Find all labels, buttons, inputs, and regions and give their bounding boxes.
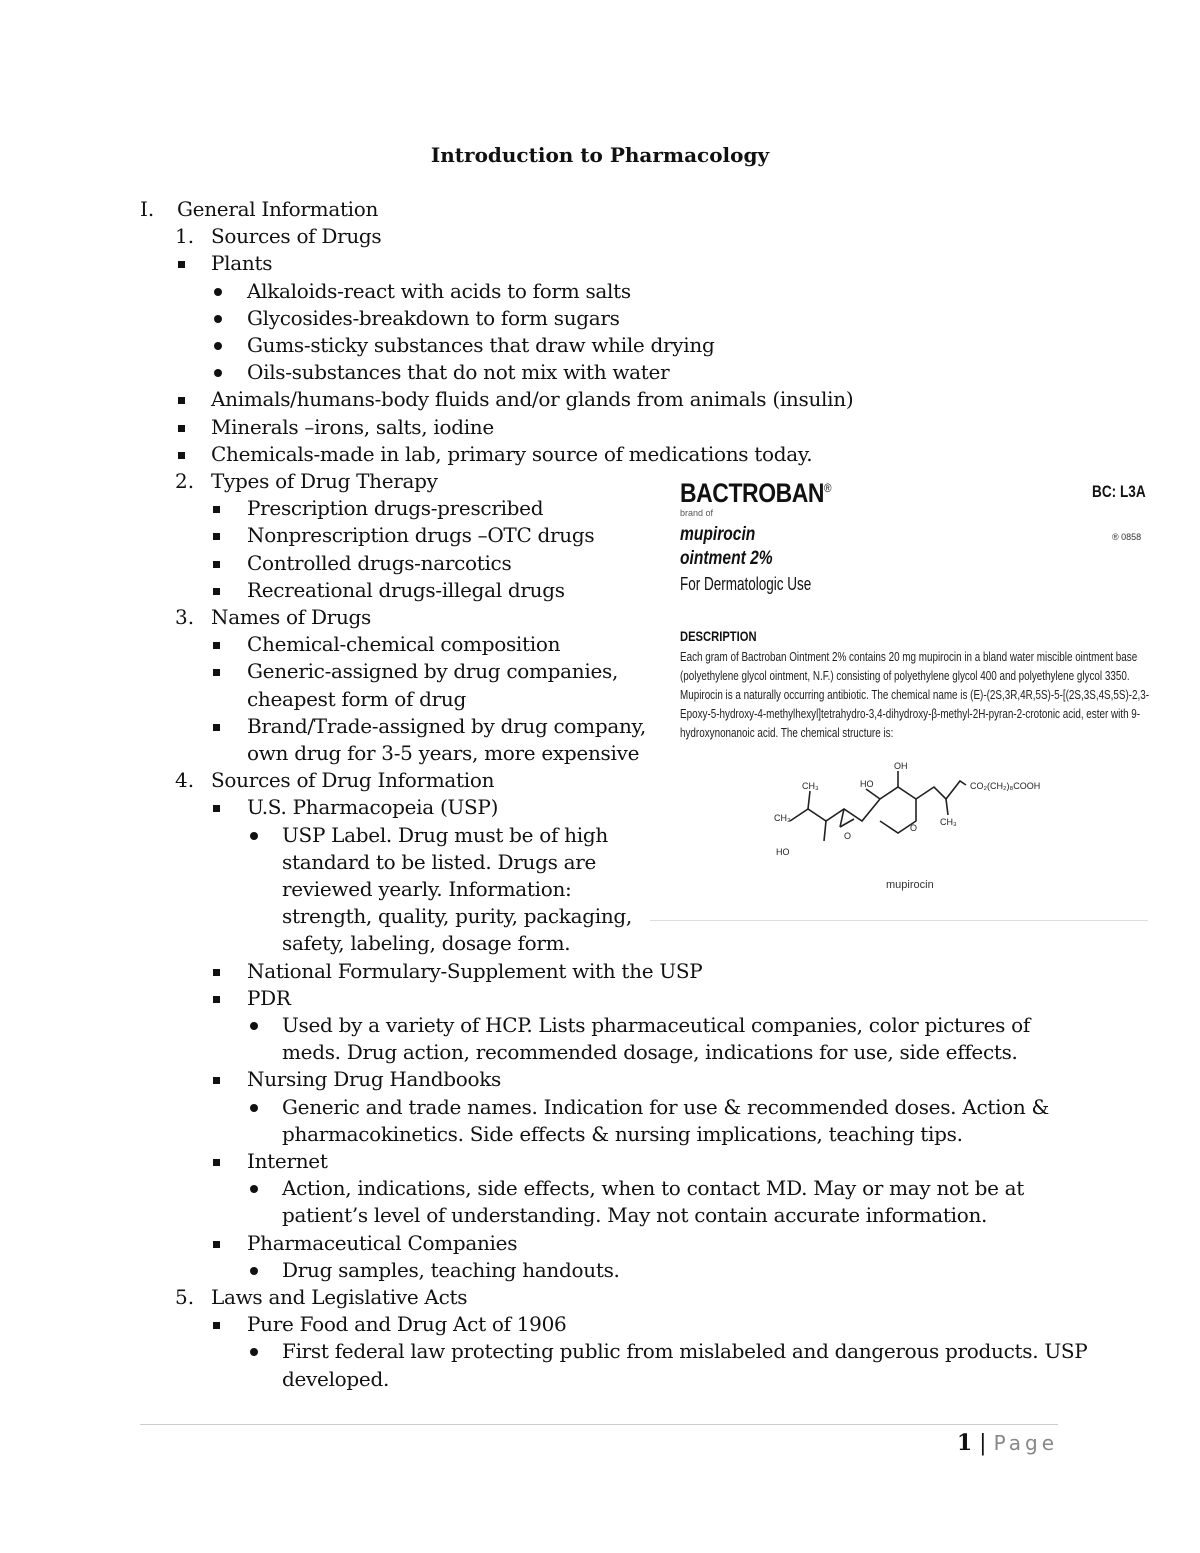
outline-item-text: Controlled drugs-narcotics xyxy=(247,550,512,575)
outline-item-text: reviewed yearly. Information: xyxy=(282,877,572,901)
outline-item-text: Pharmaceutical Companies xyxy=(247,1230,518,1255)
outline-item-text: standard to be listed. Drugs are xyxy=(282,849,597,874)
square-bullet-icon xyxy=(213,996,220,1003)
square-bullet-icon xyxy=(213,724,220,731)
outline-item-text: Pure Food and Drug Act of 1906 xyxy=(247,1312,567,1337)
outline-item-text: USP Label. Drug must be of high xyxy=(282,822,608,847)
label-brand-of: brand of xyxy=(680,508,714,518)
square-bullet-icon xyxy=(213,642,220,649)
square-bullet-icon xyxy=(213,533,220,540)
outline-marker: 5. xyxy=(175,1285,195,1309)
outline-item-text: Chemical-chemical composition xyxy=(247,632,561,657)
round-bullet-icon xyxy=(214,315,222,323)
outline-item-text: Types of Drug Therapy xyxy=(211,469,438,493)
struct-label-oh: OH xyxy=(894,761,908,771)
square-bullet-icon xyxy=(213,588,220,595)
outline-item-text: Oils-substances that do not mix with water xyxy=(247,360,670,385)
square-bullet-icon xyxy=(213,561,220,568)
square-bullet-icon xyxy=(213,1322,220,1329)
square-bullet-icon xyxy=(178,397,185,404)
label-brand-text: BACTROBAN xyxy=(680,478,825,508)
outline-item-text: Sources of Drugs xyxy=(211,224,382,249)
page-title: Introduction to Pharmacology xyxy=(430,143,770,167)
outline-marker: I. xyxy=(140,197,155,221)
struct-label-ho: HO xyxy=(860,779,874,789)
outline-item-text: Used by a variety of HCP. Lists pharmaceutical companies, color pictures of xyxy=(282,1013,1031,1037)
outline-marker: 3. xyxy=(175,605,195,629)
page-separator: | xyxy=(979,1431,987,1456)
outline-item-text: Minerals –irons, salts, iodine xyxy=(211,414,494,439)
bactroban-label-image xyxy=(650,474,1148,921)
struct-label-o1: O xyxy=(910,823,918,833)
round-bullet-icon xyxy=(214,288,222,296)
outline-item-text: patient’s level of understanding. May not contain accurate information. xyxy=(282,1203,988,1228)
outline-marker: 4. xyxy=(175,768,195,793)
outline-item-text: Prescription drugs-prescribed xyxy=(247,496,544,521)
square-bullet-icon xyxy=(213,1077,220,1084)
outline-item-text: Drug samples, teaching handouts. xyxy=(282,1257,620,1282)
chemical-structure-diagram xyxy=(770,759,1050,879)
square-bullet-icon xyxy=(213,1241,220,1248)
outline-item-text: General Information xyxy=(177,197,379,221)
square-bullet-icon xyxy=(213,1159,220,1166)
footer-rule xyxy=(140,1424,1058,1425)
round-bullet-icon xyxy=(250,1022,258,1030)
outline-item-text: pharmacokinetics. Side effects & nursing implications, teaching tips. xyxy=(282,1121,963,1146)
square-bullet-icon xyxy=(213,669,220,676)
square-bullet-icon xyxy=(178,261,185,268)
outline-item-text: Generic-assigned by drug companies, xyxy=(247,659,619,684)
outline-item-text: Gums-sticky substances that draw while drying xyxy=(247,333,715,357)
round-bullet-icon xyxy=(250,1267,258,1275)
outline-item-text: Plants xyxy=(211,251,273,276)
square-bullet-icon xyxy=(213,805,220,812)
page-number: 1 xyxy=(956,1430,973,1456)
outline-item-text: Recreational drugs-illegal drugs xyxy=(247,577,565,602)
square-bullet-icon xyxy=(213,969,220,976)
struct-label-ho2: HO xyxy=(776,847,790,857)
outline-item-text: Brand/Trade-assigned by drug company, xyxy=(247,713,646,738)
label-code: BC: L3A xyxy=(1092,482,1146,501)
outline-item-text: Internet xyxy=(247,1149,328,1173)
page-footer xyxy=(957,1430,1058,1456)
outline-item-text: Names of Drugs xyxy=(211,605,371,629)
round-bullet-icon xyxy=(250,1348,258,1356)
square-bullet-icon xyxy=(178,425,185,432)
label-generic-name: mupirocin xyxy=(680,524,756,545)
struct-label-ch3-b: CH₃ xyxy=(774,813,791,823)
struct-label-ch3-c: CH₃ xyxy=(940,817,957,827)
label-description-heading: DESCRIPTION xyxy=(680,628,757,644)
square-bullet-icon xyxy=(213,506,220,513)
label-reg-mark: ® xyxy=(824,481,832,495)
label-structure-caption: mupirocin xyxy=(886,879,934,891)
round-bullet-icon xyxy=(214,342,222,350)
outline-item-text: safety, labeling, dosage form. xyxy=(282,931,571,956)
struct-label-acid: CO₂(CH₂)₈COOH xyxy=(970,781,1041,791)
label-use: For Dermatologic Use xyxy=(680,574,812,594)
outline-item-text: strength, quality, purity, packaging, xyxy=(282,904,632,929)
outline-item-text: Glycosides-breakdown to form sugars xyxy=(247,305,620,330)
label-number: ® 0858 xyxy=(1112,532,1142,542)
outline-item-text: Sources of Drug Information xyxy=(211,768,495,793)
label-strength: ointment 2% xyxy=(680,548,773,569)
outline-item-text: PDR xyxy=(247,985,291,1010)
square-bullet-icon xyxy=(178,452,185,459)
outline-marker: 2. xyxy=(175,469,195,493)
outline-item-text: U.S. Pharmacopeia (USP) xyxy=(247,795,499,820)
outline-item-text: cheapest form of drug xyxy=(247,686,467,711)
outline-item-text: Alkaloids-react with acids to form salts xyxy=(247,278,631,303)
outline-item-text: National Formulary-Supplement with the USP xyxy=(247,958,703,983)
outline-item-text: developed. xyxy=(282,1366,390,1391)
struct-label-o2: O xyxy=(844,831,852,841)
outline-item-text: Nursing Drug Handbooks xyxy=(247,1067,501,1092)
page-word: Page xyxy=(993,1431,1058,1455)
struct-label-ch3-a: CH₃ xyxy=(802,781,819,791)
outline-marker: 1. xyxy=(175,224,195,249)
label-brand xyxy=(680,478,831,509)
outline-item-text: Generic and trade names. Indication for use & recommended doses. Action & xyxy=(282,1094,1050,1119)
outline-item-text: Animals/humans-body fluids and/or glands from animals (insulin) xyxy=(211,387,854,412)
outline-item-text: own drug for 3-5 years, more expensive xyxy=(247,741,640,765)
round-bullet-icon xyxy=(214,369,222,377)
outline-item-text: First federal law protecting public from mislabeled and dangerous products. USP xyxy=(282,1339,1088,1364)
outline-item-text: meds. Drug action, recommended dosage, indications for use, side effects. xyxy=(282,1040,1018,1065)
label-description-text: Each gram of Bactroban Ointment 2% contains 20 mg mupirocin in a bland water miscible ointment base (polyethylene glycol ointment, N.F.) consisting of polyethylene glycol 400 and polyethylene glycol 3350. Mupirocin is a naturally occurring antibiotic. The chemical name is (E)-(2S,3R,4R,5S)-5-[(2S,3S,4S,5S)-2,3-Epoxy-5-hydroxy-4-methylhexyl]tetrahydro-3,4-dihydroxy-β-methyl-2H-pyran-2-crotonic acid, ester with 9-hydroxynonanoic acid. The chemical structure is: xyxy=(680,650,1150,740)
outline-item-text: Chemicals-made in lab, primary source of medications today. xyxy=(211,441,813,466)
outline-item-text: Nonprescription drugs –OTC drugs xyxy=(247,523,595,548)
outline-item-text: Laws and Legislative Acts xyxy=(211,1285,468,1309)
outline-item-text: Action, indications, side effects, when to contact MD. May or may not be at xyxy=(282,1176,1025,1201)
round-bullet-icon xyxy=(250,832,258,840)
round-bullet-icon xyxy=(250,1104,258,1112)
round-bullet-icon xyxy=(250,1185,258,1193)
